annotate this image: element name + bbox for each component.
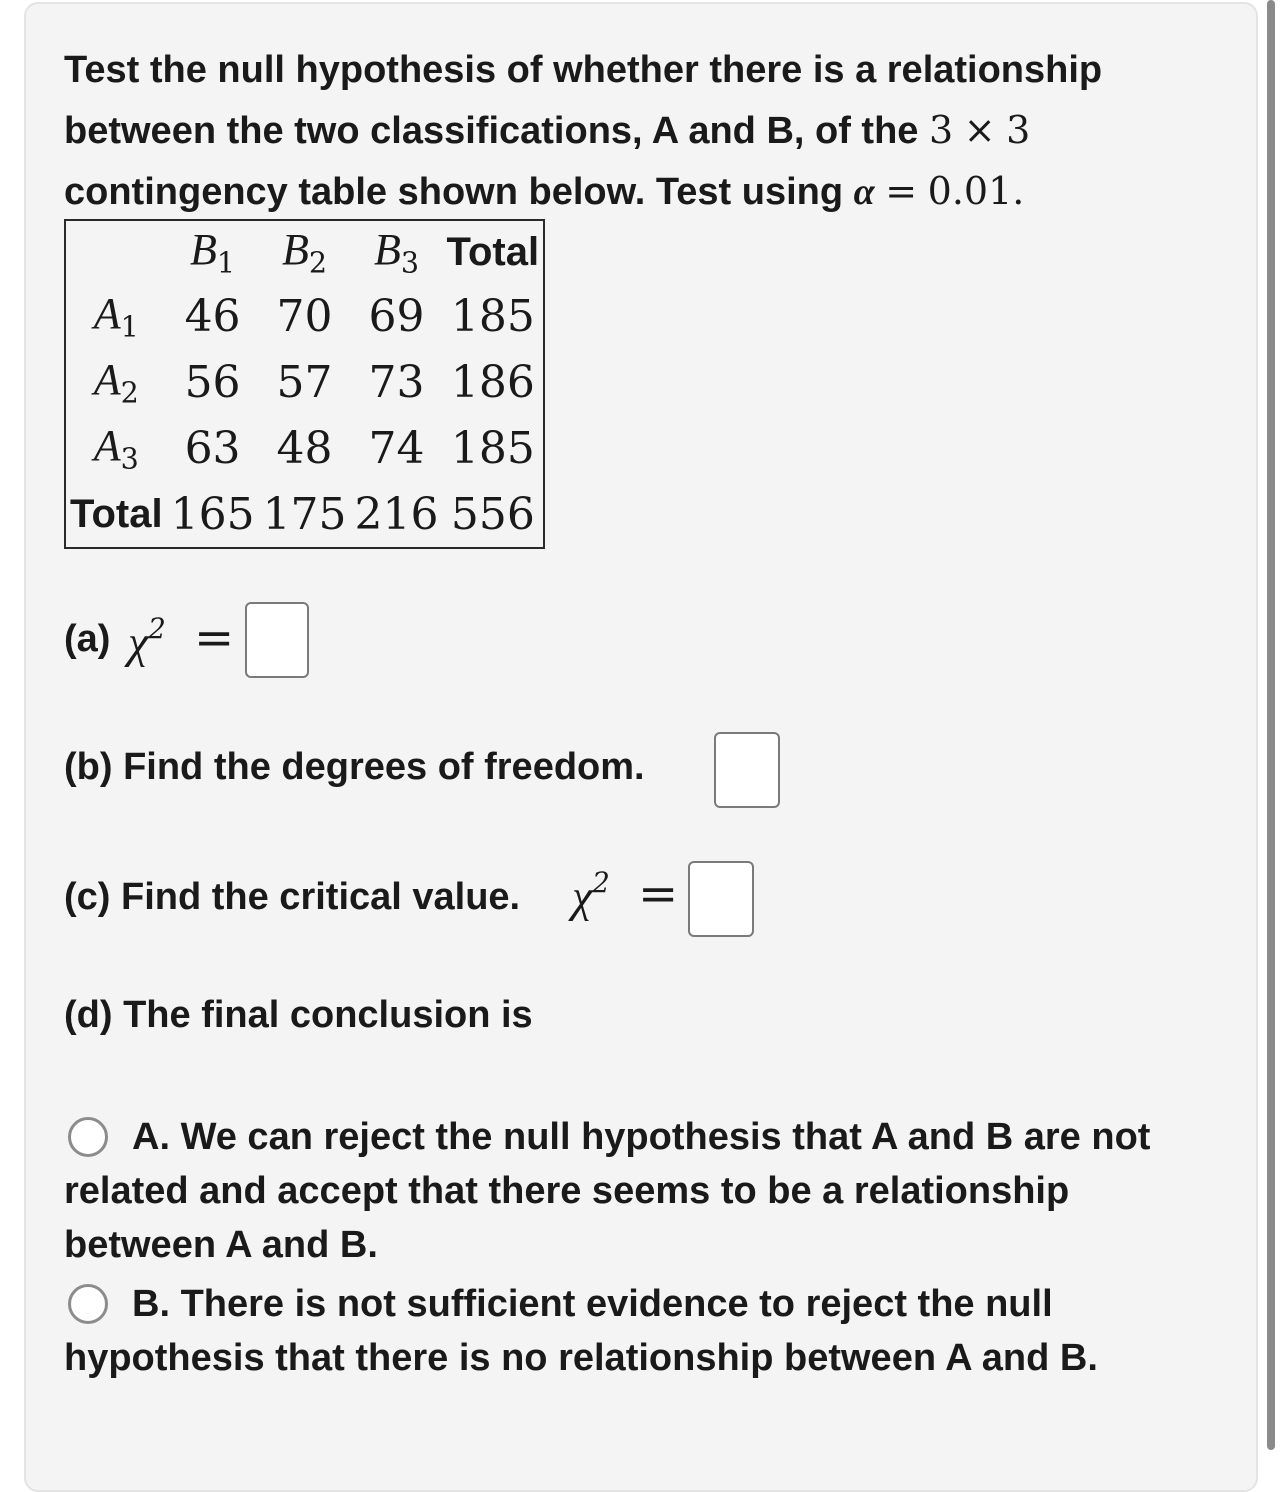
row-header-total: Total [70,491,163,536]
table-cell: 74 [368,422,425,474]
table-cell: 63 [184,422,241,474]
chi-symbol-a: $\chi^2$ [128,612,166,668]
table-cell-total: 216 [354,488,439,540]
table-total-row [65,481,544,548]
critical-value-input[interactable] [688,861,754,937]
alpha-value: 0.01 [927,169,1013,213]
contingency-table [64,219,545,549]
table-cell-total: 175 [262,488,347,540]
prompt-text-1: Test the null hypothesis of whether there is a relationship between the two classifications, A and B, of the [64,49,1103,152]
table-cell: 48 [276,422,333,474]
option-a-text: We can reject the null hypothesis that A and B are not related and accept that there seems to be a relationship between A and B. [64,1116,1151,1266]
times-sign: × [963,108,996,152]
table-cell-grand-total: 556 [450,488,535,540]
question-prompt [64,40,1224,222]
scrollbar[interactable] [1267,0,1275,1450]
alpha-equals: = [885,169,918,213]
option-a[interactable] [64,1110,1214,1272]
table-corner [65,220,167,283]
prompt-text-2: contingency table shown below. Test using [64,171,844,213]
table-cell-total: 165 [170,488,255,540]
option-b-text: There is not sufficient evidence to reject the null hypothesis that there is no relationship between A and B. [64,1283,1098,1379]
table-row [65,349,544,415]
table-cell: 70 [276,290,333,342]
table-cell: 56 [184,356,241,408]
col-header-b2: $B_2$ [282,225,328,280]
dim-cols: 3 [1006,108,1031,152]
table-row [65,415,544,481]
degrees-of-freedom-input[interactable] [714,732,780,808]
part-b-label: (b) Find the degrees of freedom. [64,746,645,788]
option-b[interactable] [64,1277,1214,1385]
chi-square-input[interactable] [245,602,309,678]
row-header-a1: $A_1$ [93,289,139,344]
table-row [65,283,544,349]
row-header-a2: $A_2$ [93,355,139,410]
dim-rows: 3 [929,108,954,152]
table-cell-total: 185 [450,290,535,342]
prompt-period: . [1012,169,1025,213]
table-cell-total: 186 [450,356,535,408]
part-d-label: (d) The final conclusion is [64,994,533,1036]
equals-c: = [638,866,679,922]
table-cell: 73 [368,356,425,408]
part-a-label: (a) [64,618,111,660]
table-header-row [65,220,544,283]
col-header-b3: $B_3$ [373,225,420,280]
chi-symbol-c: $\chi^2$ [572,866,610,922]
table-cell-total: 185 [450,422,535,474]
table-cell: 57 [276,356,333,408]
row-header-a3: $A_3$ [93,421,139,476]
table-cell: 46 [184,290,241,342]
alpha-symbol: α [853,171,875,213]
option-b-letter: B. [132,1283,170,1325]
col-header-total: Total [446,229,540,274]
option-a-letter: A. [132,1116,170,1158]
part-c-label: (c) Find the critical value. [64,876,521,918]
table-cell: 69 [368,290,425,342]
col-header-b1: $B_1$ [190,225,236,280]
equals-a: = [194,610,235,666]
